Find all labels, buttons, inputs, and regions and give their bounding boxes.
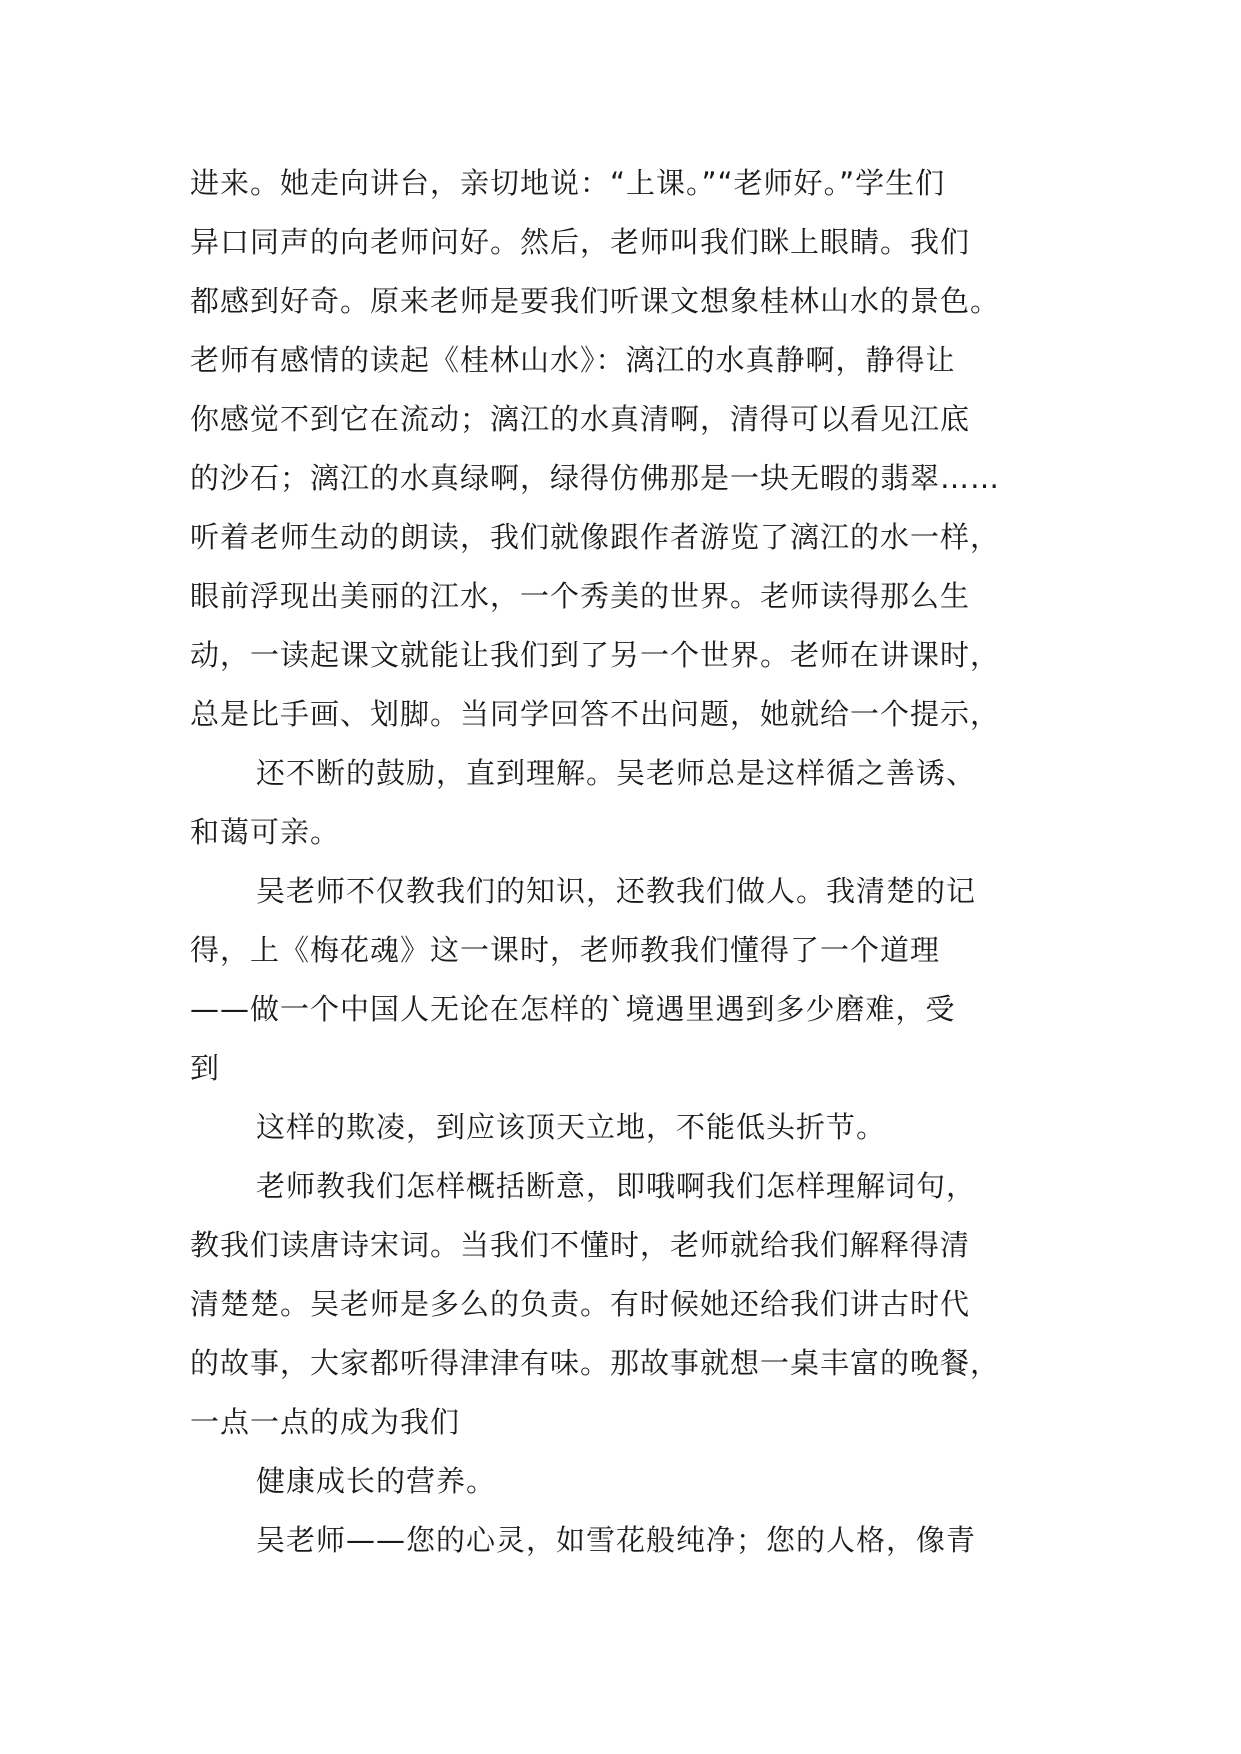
text-line: 清楚楚。吴老师是多么的负责。有时候她还给我们讲古时代	[190, 1287, 971, 1321]
text-line: 得，上《梅花魂》这一课时，老师教我们懂得了一个道理	[190, 933, 941, 967]
text-line: 听着老师生动的朗读，我们就像跟作者游览了漓江的水一样，	[190, 520, 1001, 554]
body-text	[190, 154, 1090, 1570]
text-line: 和蔼可亲。	[190, 815, 341, 849]
text-line: 教我们读唐诗宋词。当我们不懂时，老师就给我们解释得清	[190, 1228, 971, 1262]
text-line: 你感觉不到它在流动；漓江的水真清啊，清得可以看见江底	[190, 402, 971, 436]
text-line: 眼前浮现出美丽的江水，一个秀美的世界。老师读得那么生	[190, 579, 971, 613]
text-line: 老师教我们怎样概括断意，即哦啊我们怎样理解词句，	[256, 1169, 977, 1203]
text-line: 吴老师——您的心灵，如雪花般纯净；您的人格，像青	[256, 1523, 977, 1557]
text-line: 吴老师不仅教我们的知识，还教我们做人。我清楚的记	[256, 874, 977, 908]
text-line: 健康成长的营养。	[256, 1464, 497, 1498]
text-line: 一点一点的成为我们	[190, 1405, 461, 1439]
text-line: 老师有感情的读起《桂林山水》：漓江的水真静啊，静得让	[190, 343, 956, 377]
text-line: 动，一读起课文就能让我们到了另一个世界。老师在讲课时，	[190, 638, 1001, 672]
text-line: 异口同声的向老师问好。然后，老师叫我们眯上眼睛。我们	[190, 225, 971, 259]
text-line: ——做一个中国人无论在怎样的`境遇里遇到多少磨难，受	[190, 992, 956, 1026]
text-line: 总是比手画、划脚。当同学回答不出问题，她就给一个提示，	[190, 697, 1001, 731]
text-line: 的故事，大家都听得津津有味。那故事就想一桌丰富的晚餐，	[190, 1346, 1001, 1380]
text-line: 都感到好奇。原来老师是要我们听课文想象桂林山水的景色。	[190, 284, 1001, 318]
text-line: 进来。她走向讲台，亲切地说：“上课。”“老师好。”学生们	[190, 166, 946, 200]
text-line: 到	[190, 1051, 221, 1085]
text-line: 还不断的鼓励，直到理解。吴老师总是这样循之善诱、	[256, 756, 977, 790]
text-line: 这样的欺凌，到应该顶天立地，不能低头折节。	[256, 1110, 887, 1144]
text-line: 的沙石；漓江的水真绿啊，绿得仿佛那是一块无暇的翡翠……	[190, 461, 1001, 495]
